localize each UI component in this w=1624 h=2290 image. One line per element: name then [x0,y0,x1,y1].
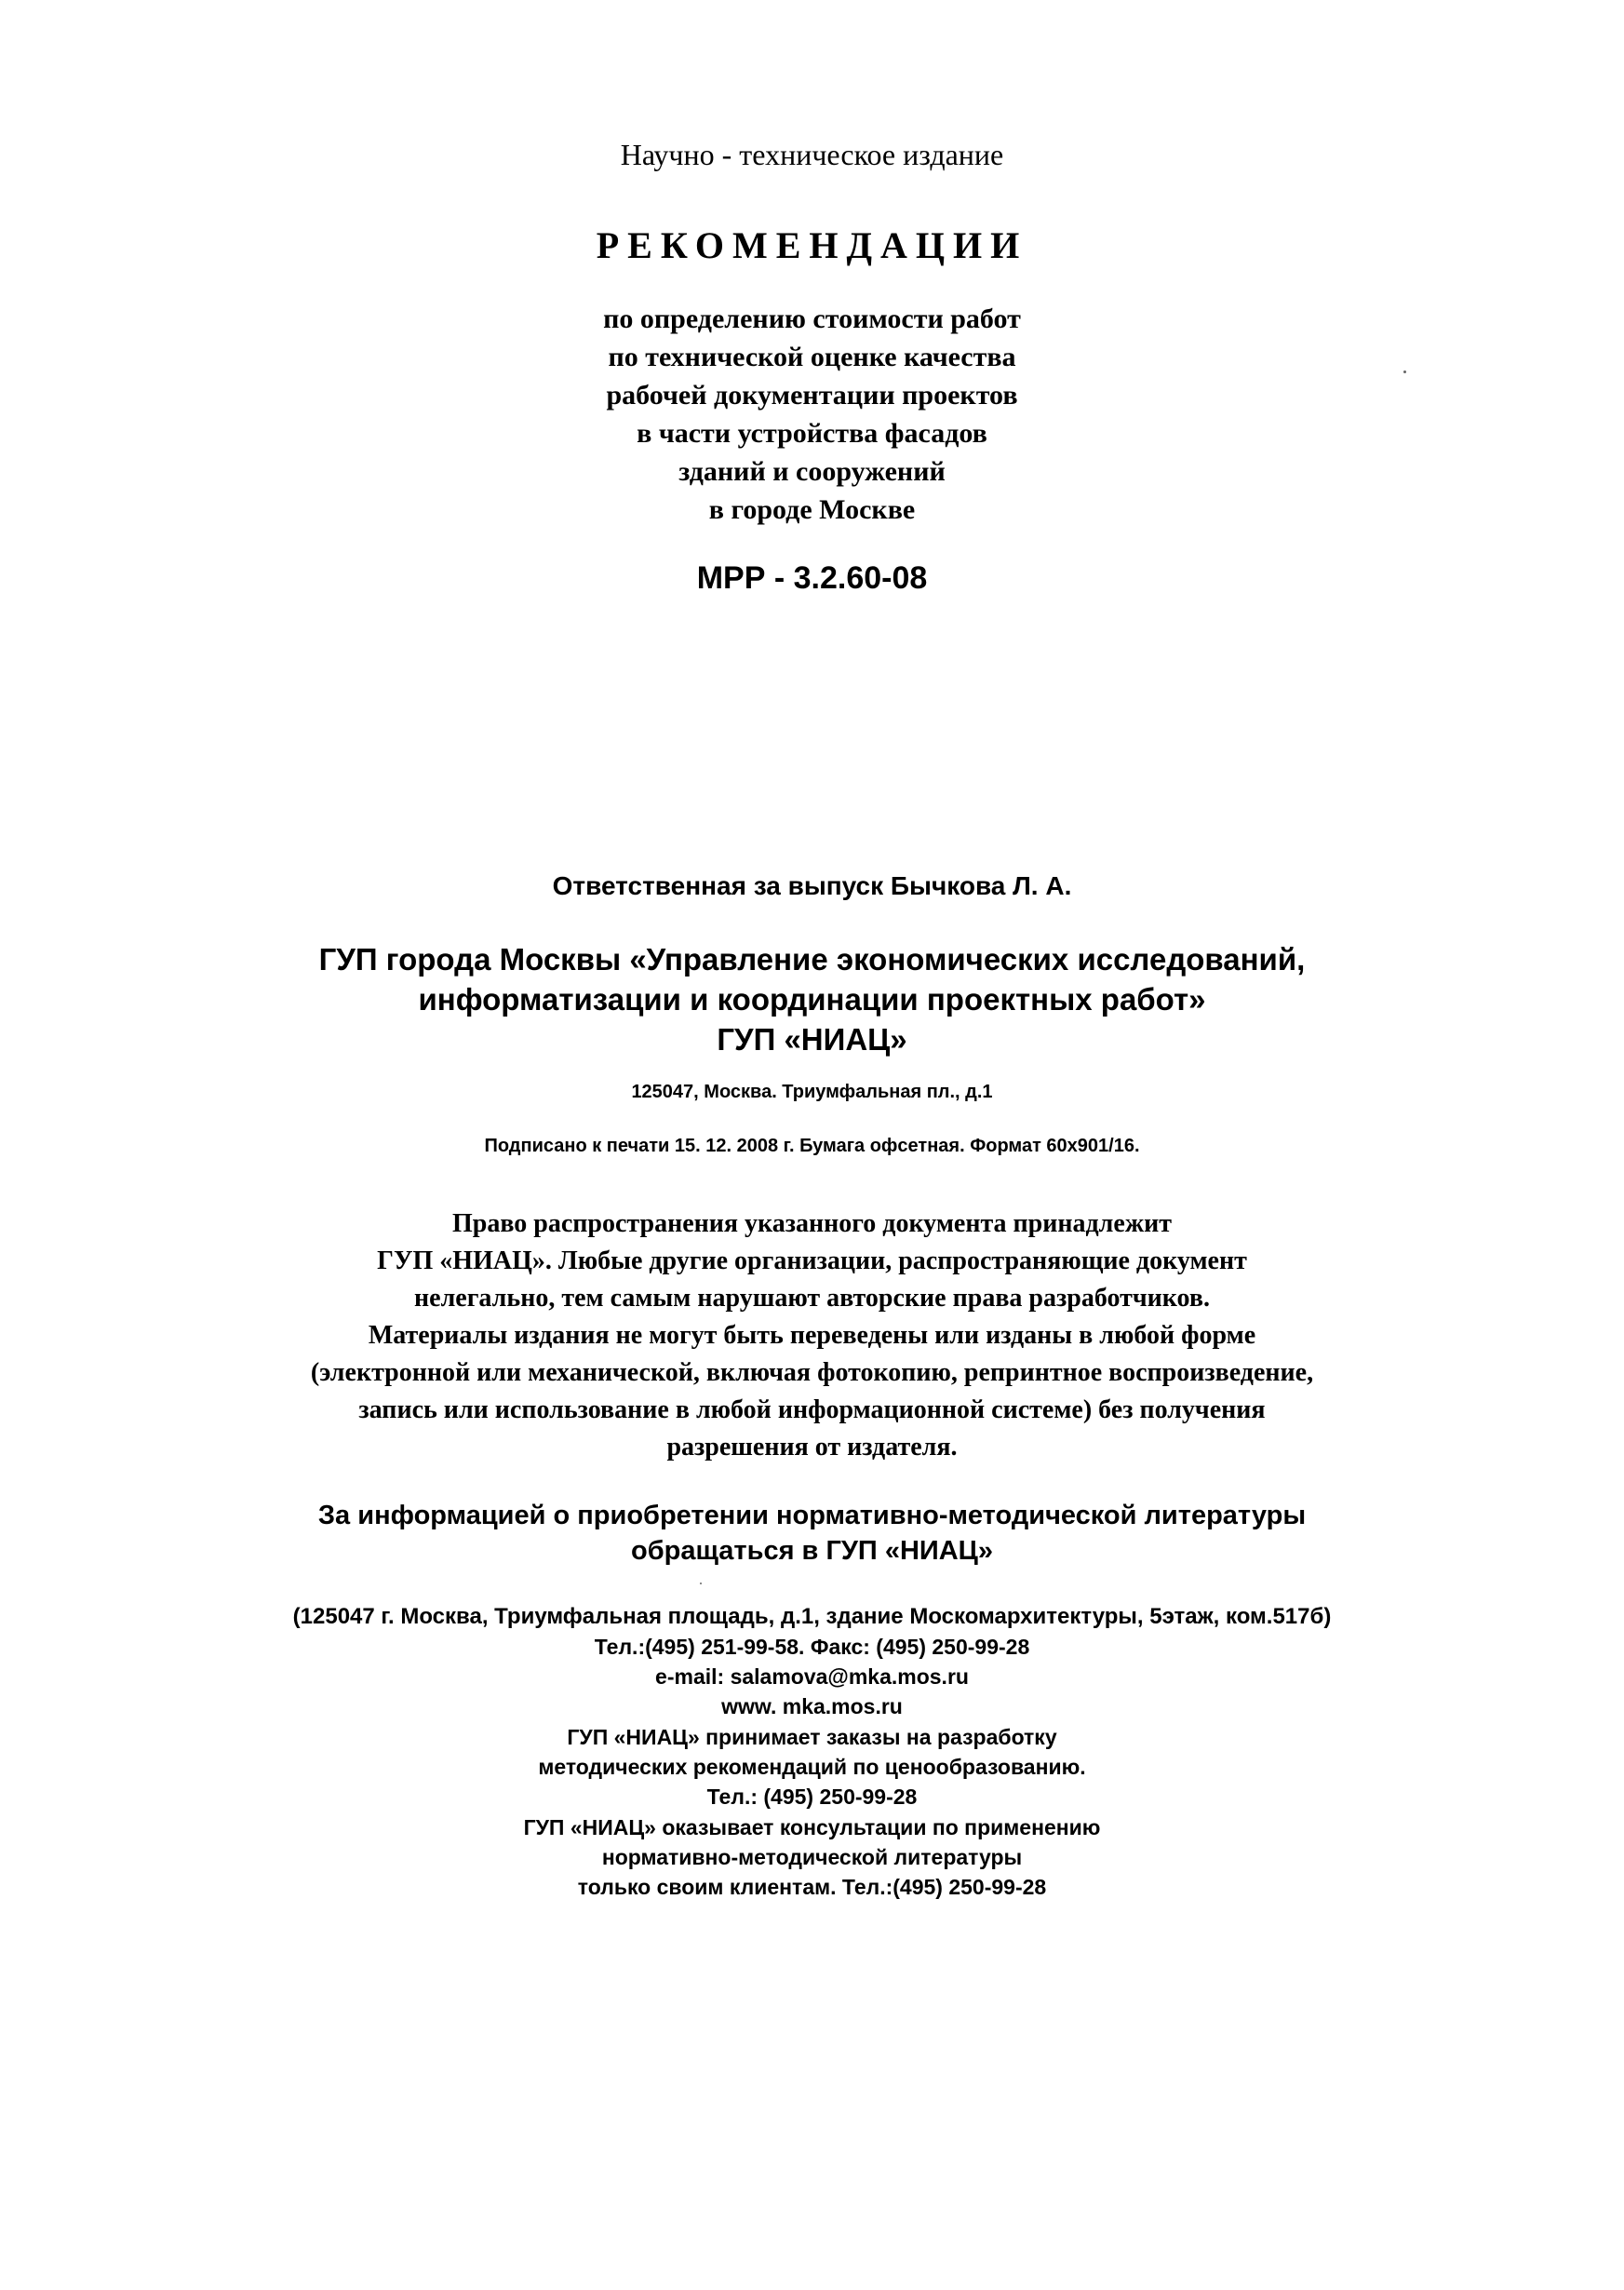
contact-line: ГУП «НИАЦ» оказывает консультации по применению [523,1815,1101,1839]
scan-speck [1403,370,1406,373]
organization-line: информатизации и координации проектных работ» [418,982,1206,1017]
rights-line: Право распространения указанного документа принадлежит [451,1209,1173,1238]
subtitle-line: в городе Москве [708,494,916,525]
scan-speck [700,1583,702,1584]
print-info: Подписано к печати 15. 12. 2008 г. Бумага офсетная. Формат 60х901/16. [484,1136,1140,1156]
contact-line: только своим клиентам. Тел.:(495) 250-99-28 [577,1875,1047,1899]
subtitle-line: рабочей документации проектов [606,380,1018,411]
contact-website: www. mka.mos.ru [721,1694,903,1718]
contact-address: (125047 г. Москва, Триумфальная площадь, д.1, здание Москомархитектуры, 5этаж, ком.517б) [292,1604,1332,1629]
info-line: обращаться в ГУП «НИАЦ» [631,1536,993,1566]
organization-short-name: ГУП «НИАЦ» [717,1022,907,1057]
contact-line: нормативно-методической литературы [601,1845,1023,1869]
contact-line: методических рекомендаций по ценообразованию. [538,1755,1086,1779]
document-code: МРР - 3.2.60-08 [696,560,928,596]
rights-line: ГУП «НИАЦ». Любые другие организации, распространяющие документ [377,1246,1247,1275]
subtitle-line: по определению стоимости работ [603,303,1021,334]
subtitle-line: в части устройства фасадов [637,418,987,449]
contact-phone: Тел.: (495) 250-99-28 [706,1785,918,1809]
contact-line: ГУП «НИАЦ» принимает заказы на разработку [567,1725,1057,1749]
rights-line: разрешения от издателя. [666,1433,958,1462]
contact-phone-fax: Тел.:(495) 251-99-58. Факс: (495) 250-99-28 [594,1635,1030,1659]
info-line: За информацией о приобретении нормативно-методической литературы [317,1501,1307,1530]
responsible-person: Ответственная за выпуск Бычкова Л. А. [552,871,1072,900]
organization-address: 125047, Москва. Триумфальная пл., д.1 [631,1082,993,1102]
contact-email: e-mail: salamova@mka.mos.ru [655,1664,969,1689]
organization-line: ГУП города Москвы «Управление экономических исследований, [318,942,1306,977]
subtitle-line: зданий и сооружений [678,456,946,487]
rights-line: (электронной или механической, включая фотокопию, репринтное воспроизведение, [310,1358,1314,1387]
edition-type: Научно - техническое издание [620,138,1004,171]
document-title: РЕКОМЕНДАЦИИ [596,224,1028,266]
subtitle-line: по технической оценке качества [608,342,1016,372]
rights-line: Материалы издания не могут быть переведены или изданы в любой форме [368,1321,1256,1350]
rights-line: нелегально, тем самым нарушают авторские права разработчиков. [414,1284,1210,1313]
rights-line: запись или использование в любой информационной системе) без получения [358,1395,1266,1424]
